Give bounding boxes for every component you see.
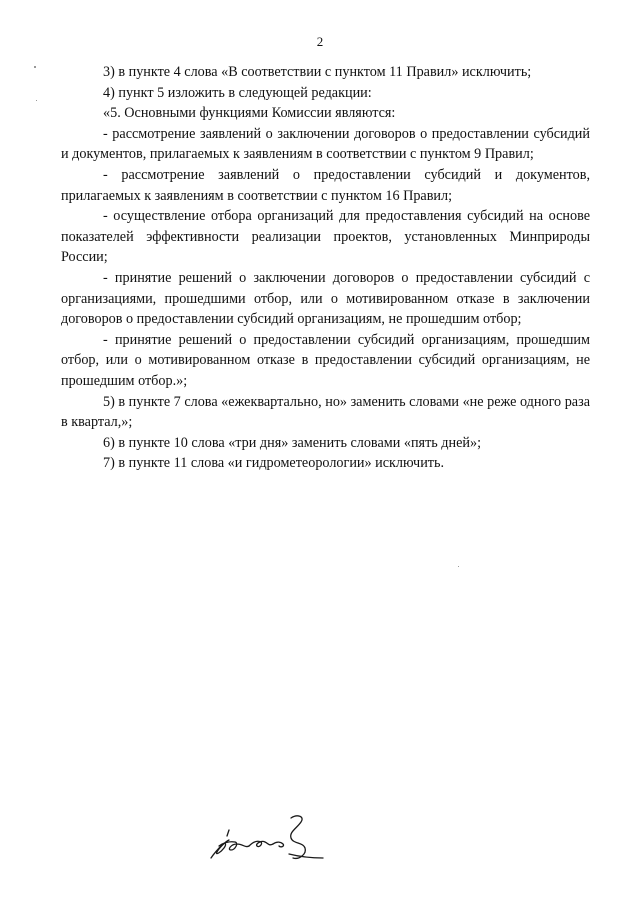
paragraph-item-5: 5) в пункте 7 слова «ежеквартально, но» заменить словами «не реже одного раза в квартал,»; <box>61 393 590 431</box>
scan-speck <box>458 566 459 567</box>
paragraph-item-3: 3) в пункте 4 слова «В соответствии с пунктом 11 Правил» исключить; <box>103 64 532 80</box>
paragraph-item-6: 6) в пункте 10 слова «три дня» заменить словами «пять дней»; <box>103 434 482 451</box>
paragraph-function-1: - рассмотрение заявлений о заключении договоров о предоставлении субсидий и документов, прилагаемых к заявлениям в соответствии с пунктом 9 Правил; <box>61 125 590 163</box>
paragraph-function-4: - принятие решений о заключении договоров о предоставлении субсидий с организациями, прошедшими отбор, или о мотивированном отказе в заключении договоров о предоставлении субсидий организациям, не прошедшим отбор; <box>61 269 590 328</box>
page-number: 2 <box>316 34 324 49</box>
scan-speck <box>34 66 36 68</box>
signature-icon <box>205 808 330 868</box>
paragraph-clause-5-intro: «5. Основными функциями Комиссии являются: <box>103 105 396 122</box>
paragraph-item-4: 4) пункт 5 изложить в следующей редакции: <box>103 84 372 101</box>
document-body <box>61 62 590 474</box>
scan-speck <box>36 100 37 101</box>
paragraph-function-2: - рассмотрение заявлений о предоставлении субсидий и документов, прилагаемых к заявлениям в соответствии с пунктом 16 Правил; <box>61 166 590 204</box>
paragraph-function-5: - принятие решений о предоставлении субсидий организациям, прошедшим отбор, или о мотивированном отказе в предоставлении субсидий организациям, не прошедшим отбор.»; <box>61 331 590 389</box>
paragraph-item-7: 7) в пункте 11 слова «и гидрометеорологии» исключить. <box>103 455 445 472</box>
paragraph-function-3: - осуществление отбора организаций для предоставления субсидий на основе показателей эффективности реализации проектов, установленных Минприроды России; <box>61 208 590 266</box>
